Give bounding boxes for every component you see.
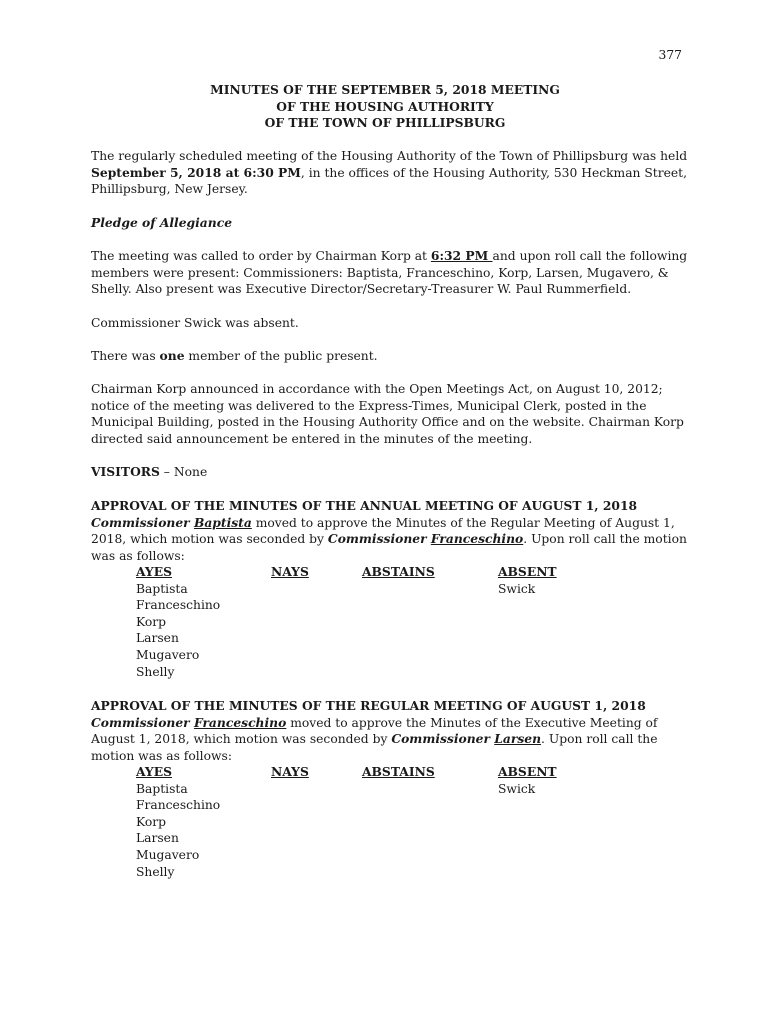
vote2-ayes-column — [136, 764, 220, 880]
section2-motion-text-1: moved to approve the Minutes of the Executive Meeting of August 1, 2018, which motion was seconded by — [91, 715, 658, 747]
public-paragraph — [91, 348, 691, 365]
section2-motion — [91, 715, 691, 765]
vote2-ayes-header: AYES — [136, 764, 172, 779]
vote1-nays-column — [271, 564, 309, 581]
vote1-aye: Baptista — [136, 581, 188, 596]
intro-paragraph — [91, 148, 691, 198]
title-line-1: MINUTES OF THE SEPTEMBER 5, 2018 MEETING — [210, 82, 560, 97]
vote2-abstains-header: ABSTAINS — [362, 764, 435, 779]
vote2-aye: Korp — [136, 814, 167, 829]
vote2-abstains-column — [362, 764, 435, 781]
vote1-aye: Shelly — [136, 664, 175, 679]
section2-heading: APPROVAL OF THE MINUTES OF THE REGULAR MEETING OF AUGUST 1, 2018 — [91, 698, 646, 713]
vote2-nays-header: NAYS — [271, 764, 309, 779]
vote1-aye: Korp — [136, 614, 167, 629]
vote2-aye: Baptista — [136, 781, 188, 796]
meeting-date: September 5, 2018 at 6:30 PM — [91, 164, 301, 180]
section1 — [91, 498, 691, 564]
vote1-aye: Franceschino — [136, 598, 221, 613]
section2-motion-text-2: . Upon roll call the motion was as follows: — [91, 732, 658, 763]
vote1-absent-header: ABSENT — [498, 564, 557, 579]
section1-commissioner-label-1: Commissioner — [91, 514, 194, 530]
page-number: 377 — [658, 48, 682, 62]
vote2-aye: Larsen — [136, 831, 179, 846]
section2-mover: Franceschino — [193, 714, 287, 730]
vote2-absentee: Swick — [498, 781, 536, 796]
section2-seconder: Larsen — [494, 731, 542, 747]
vote2-aye: Franceschino — [136, 798, 221, 813]
vote1-abstains-header: ABSTAINS — [362, 564, 435, 579]
call-to-order-text-a: The meeting was called to order by Chairman Korp at — [91, 249, 431, 263]
visitors-line — [91, 464, 691, 481]
public-text-c: member of the public present. — [184, 349, 378, 363]
title-line-2: OF THE HOUSING AUTHORITY — [276, 98, 494, 114]
vote2-aye: Mugavero — [136, 847, 200, 862]
vote2-aye: Shelly — [136, 864, 175, 879]
visitors-value: None — [173, 465, 208, 479]
vote1-nays-header: NAYS — [271, 564, 309, 579]
vote2-absent-header: ABSENT — [498, 764, 557, 779]
section2-commissioner-label-2: Commissioner — [391, 731, 495, 747]
section1-motion-text-1: moved to approve the Minutes of the Regular Meeting of August 1, 2018, which motion was seconded by — [91, 515, 675, 547]
title-line-3: OF THE TOWN OF PHILLIPSBURG — [264, 115, 506, 131]
vote2-nays-column — [271, 764, 309, 781]
pledge-text: Pledge of Allegiance — [91, 215, 233, 230]
absent-paragraph: Commissioner Swick was absent. — [91, 316, 299, 330]
section1-heading: APPROVAL OF THE MINUTES OF THE ANNUAL MEETING OF AUGUST 1, 2018 — [91, 498, 638, 513]
section1-seconder: Franceschino — [430, 531, 524, 547]
vote1-ayes-header: AYES — [136, 564, 172, 579]
intro-text-a: The regularly scheduled meeting of the Housing Authority of the Town of Phillipsburg was held — [91, 149, 688, 163]
call-to-order-paragraph — [91, 248, 691, 298]
vote2-absent-column — [498, 764, 557, 797]
public-text-a: There was — [91, 349, 160, 363]
open-meetings-paragraph: Chairman Korp announced in accordance with the Open Meetings Act, on August 10, 2012; notice of the meeting was delivered to the Express-Times, Municipal Clerk, posted in the Municipal Building, posted in the Housing Authority Office and on the website. Chairman Korp directed said announcement be entered in the minutes of the meeting. — [91, 382, 684, 446]
vote-table-1 — [0, 564, 770, 684]
pledge-heading — [91, 215, 691, 232]
vote1-aye: Larsen — [136, 631, 179, 646]
call-to-order-time: 6:32 PM — [430, 248, 493, 263]
visitors-separator: – — [159, 465, 174, 479]
call-to-order-text-b: and upon roll call the following members were present: Commissioners: Baptista, Franceschino, Korp, Larsen, Mugavero, & Shelly. Also present was Executive Director/Secretary-Treasurer W. Paul Rummerfield. — [91, 249, 688, 297]
visitors-label: VISITORS — [91, 464, 160, 479]
section1-mover: Baptista — [193, 514, 252, 530]
vote1-absent-column — [498, 564, 557, 597]
vote1-absentee: Swick — [498, 581, 536, 596]
vote-table-2 — [0, 764, 770, 884]
section2-commissioner-label-1: Commissioner — [91, 714, 194, 730]
section1-motion — [91, 515, 691, 565]
document-title — [0, 82, 770, 132]
section2 — [91, 698, 691, 764]
section1-commissioner-label-2: Commissioner — [327, 531, 431, 547]
vote1-abstains-column — [362, 564, 435, 581]
public-count: one — [159, 348, 185, 363]
vote1-aye: Mugavero — [136, 647, 200, 662]
section1-motion-text-2: . Upon roll call the motion was as follows: — [91, 532, 687, 563]
vote1-ayes-column — [136, 564, 220, 680]
intro-text-c: , in the offices of the Housing Authority, 530 Heckman Street, Phillipsburg, New Jersey. — [91, 165, 688, 197]
